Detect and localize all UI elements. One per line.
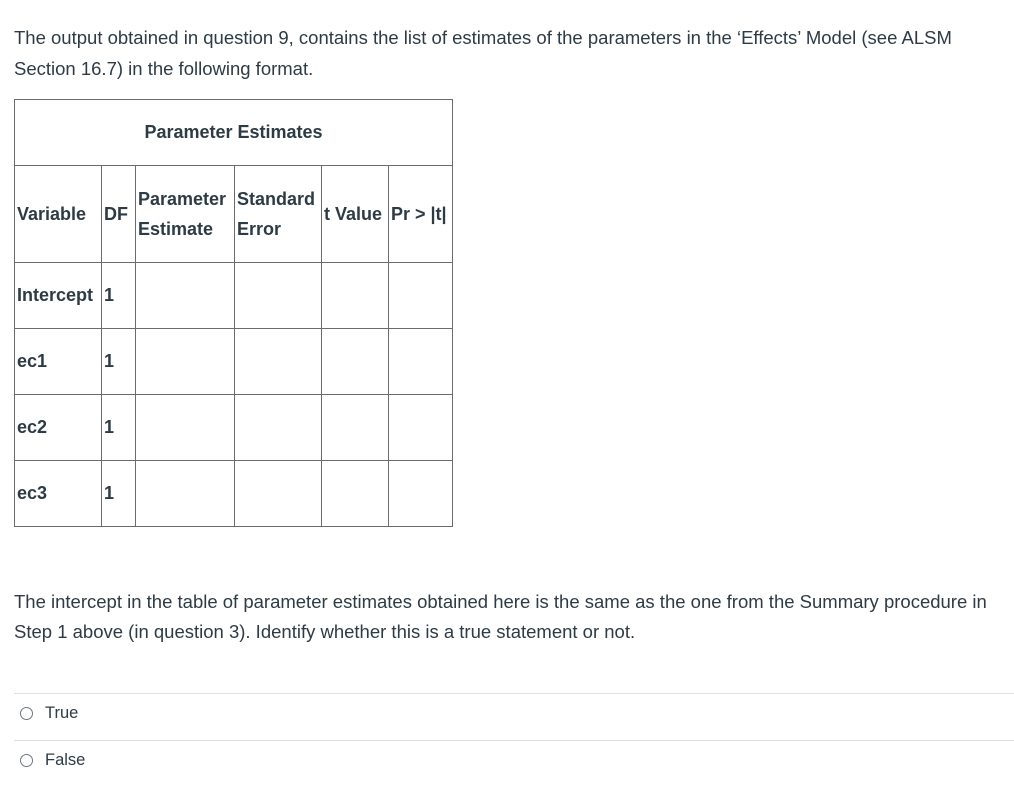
row-df: 1	[102, 329, 136, 395]
header-standard-error	[235, 166, 322, 263]
row-df: 1	[102, 395, 136, 461]
question-intro-text: The output obtained in question 9, contains the list of estimates of the parameters in the ‘Effects’ Model (see ALSM Section 16.7) in the following format.	[14, 27, 952, 79]
row-variable: ec2	[15, 395, 102, 461]
row-pr-t	[389, 329, 453, 395]
row-standard-error	[235, 263, 322, 329]
row-parameter-estimate	[136, 329, 235, 395]
table-row	[15, 263, 453, 329]
header-variable: Variable	[15, 166, 102, 263]
row-pr-t	[389, 263, 453, 329]
row-t-value	[322, 461, 389, 527]
row-variable: Intercept	[15, 263, 102, 329]
row-parameter-estimate	[136, 461, 235, 527]
answer-label-false: False	[45, 751, 86, 769]
row-t-value	[322, 395, 389, 461]
question-prompt-text: The intercept in the table of parameter estimates obtained here is the same as the one from the Summary procedure in Step 1 above (in question 3). Identify whether this is a true statement or not.	[14, 591, 987, 642]
row-t-value	[322, 329, 389, 395]
row-parameter-estimate	[136, 263, 235, 329]
radio-button-false[interactable]	[20, 754, 33, 767]
answer-option-false[interactable]	[20, 751, 85, 770]
row-df: 1	[102, 263, 136, 329]
answer-divider	[14, 693, 1014, 694]
table-row	[15, 329, 453, 395]
answer-divider	[14, 740, 1014, 741]
row-parameter-estimate	[136, 395, 235, 461]
answer-option-true[interactable]	[20, 704, 78, 723]
radio-button-true[interactable]	[20, 707, 33, 720]
row-pr-t	[389, 395, 453, 461]
header-parameter-estimate-line2: Estimate	[138, 219, 214, 239]
table-header-row	[15, 166, 453, 263]
header-t-value: t Value	[322, 166, 389, 263]
answer-label-true: True	[45, 704, 79, 722]
parameter-estimates-table	[14, 99, 453, 527]
header-parameter-estimate-line1: Parameter	[138, 189, 227, 209]
header-standard-error-line2: Error	[237, 219, 282, 239]
header-standard-error-line1: Standard	[237, 189, 316, 209]
header-df: DF	[102, 166, 136, 263]
row-standard-error	[235, 461, 322, 527]
table-caption: Parameter Estimates	[15, 100, 453, 166]
table-row	[15, 461, 453, 527]
row-t-value	[322, 263, 389, 329]
row-variable: ec1	[15, 329, 102, 395]
table-row	[15, 395, 453, 461]
row-standard-error	[235, 329, 322, 395]
header-parameter-estimate	[136, 166, 235, 263]
row-df: 1	[102, 461, 136, 527]
row-pr-t	[389, 461, 453, 527]
row-standard-error	[235, 395, 322, 461]
header-pr-t: Pr > |t|	[389, 166, 453, 263]
row-variable: ec3	[15, 461, 102, 527]
